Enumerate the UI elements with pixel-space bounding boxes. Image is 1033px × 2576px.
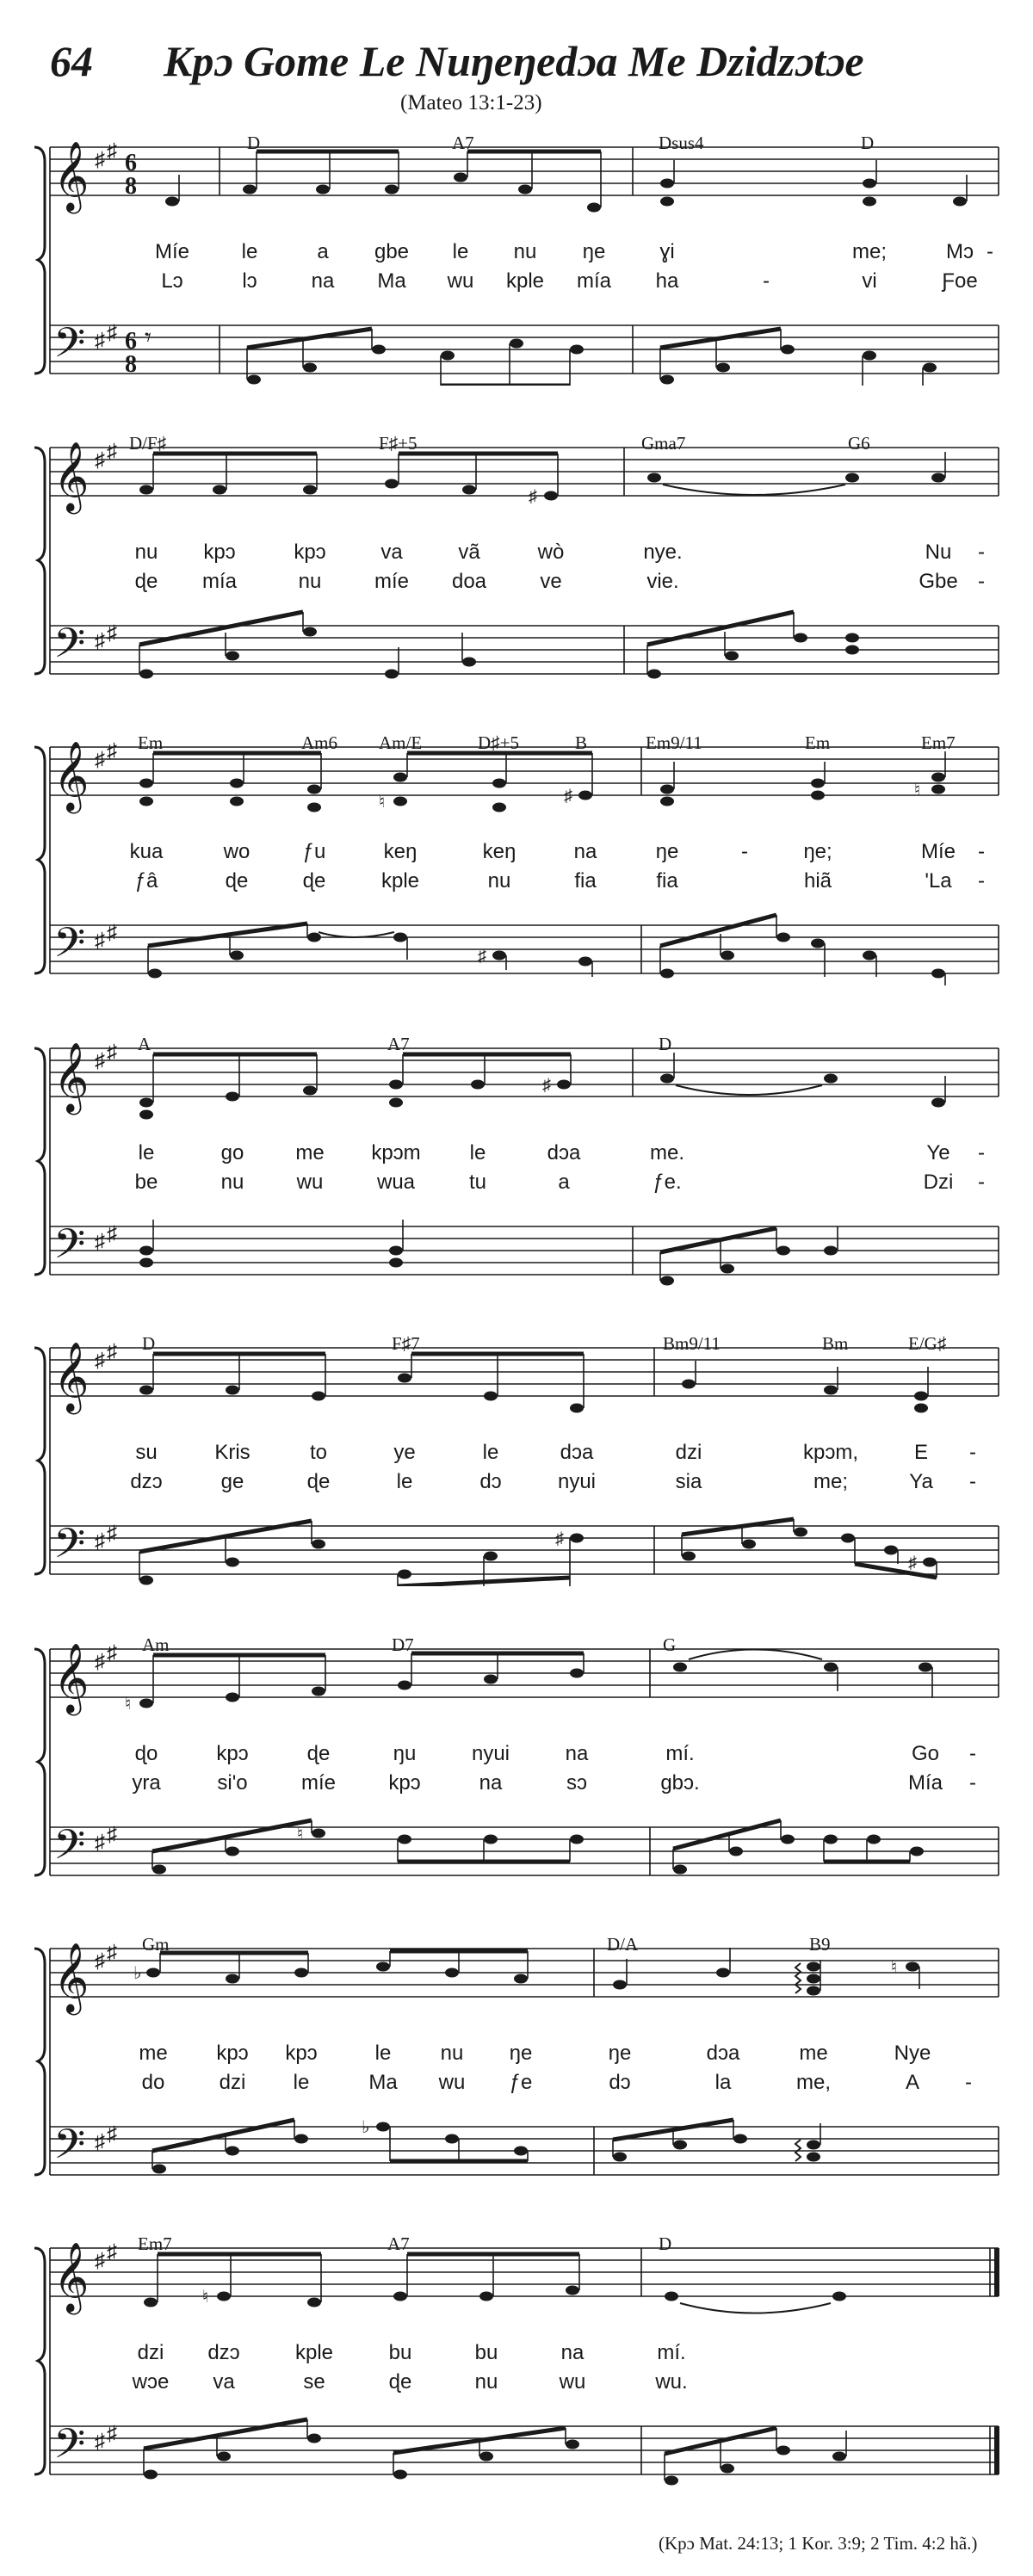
chord-symbol: D [861,133,875,153]
lyric-verse2-syllable: ɖe [225,869,249,893]
lyric-verse2-syllable: dzɔ [130,1470,163,1493]
lyric-verse1-syllable: kpɔ [216,2042,249,2065]
svg-text:♯: ♯ [107,622,117,645]
music-system-6 [0,1629,1033,1922]
lyric-verse1-syllable: le [482,1441,499,1464]
lyric-verse1-syllable: Ye [926,1141,950,1164]
svg-text:𝄞: 𝄞 [53,444,90,510]
chord-symbol: Gma7 [641,433,686,454]
lyric-verse1-syllable: le [241,240,258,263]
lyric-verse1-syllable: ŋu [393,1742,417,1765]
lyric-verse1-syllable: go [220,1141,244,1164]
lyric-verse1-syllable: ɖo [134,1742,158,1765]
svg-text:𝄢: 𝄢 [53,621,86,676]
lyric-hyphen: - [763,269,770,293]
lyric-verse1-syllable: Go [911,1742,940,1765]
lyric-verse1-syllable: nyui [471,1742,510,1765]
lyric-verse1-syllable: ŋe [509,2042,533,2065]
lyric-verse1-syllable: na [565,1742,589,1765]
chord-symbol: Em [805,732,831,753]
lyric-verse2-syllable: Dzi [923,1171,954,1194]
svg-text:♮: ♮ [379,793,386,812]
chord-symbol: D/F♯ [129,433,167,454]
lyric-verse2-syllable: Lɔ [161,269,183,293]
lyric-verse2-syllable: Ya [909,1470,933,1493]
svg-text:♯: ♯ [107,2423,117,2445]
lyric-verse2-syllable: nu [220,1171,244,1194]
chord-symbol: A7 [387,1034,410,1054]
svg-text:𝄞: 𝄞 [53,144,90,210]
chord-symbol: G6 [848,433,870,454]
lyric-verse2-syllable: wu [559,2370,586,2394]
chord-symbol: Em7 [138,2233,172,2254]
lyric-verse2-syllable: kple [380,869,420,893]
lyric-hyphen: - [978,869,985,893]
chord-symbol: D [659,2233,672,2254]
svg-text:𝄢: 𝄢 [53,2421,86,2477]
lyric-verse2-syllable: yra [132,1771,161,1795]
lyric-verse1-syllable: nu [134,541,158,564]
lyric-verse1-syllable: kpɔ [203,541,236,564]
lyric-verse1-syllable: kpɔ [216,1742,249,1765]
svg-text:♯: ♯ [95,1651,105,1673]
lyric-verse1-syllable: me [799,2042,828,2065]
lyric-verse2-syllable: me; [813,1470,849,1493]
lyric-verse2-syllable: mía [576,269,612,293]
lyric-verse1-syllable: kpɔ [294,541,326,564]
lyric-verse1-syllable: keŋ [482,840,516,863]
music-system-5 [0,1328,1033,1621]
chord-symbol: D [142,1333,156,1354]
lyric-verse2-syllable: doa [451,570,487,593]
lyric-verse1-syllable: kple [294,2341,334,2364]
svg-text:♯: ♯ [95,749,105,771]
chord-symbol: Am [142,1634,170,1655]
lyric-verse2-syllable: vie. [646,570,679,593]
svg-text:𝄢: 𝄢 [53,2122,86,2178]
chord-symbol: Gm [142,1934,170,1955]
lyric-verse2-syllable: tu [468,1171,487,1194]
lyric-verse1-syllable: E [913,1441,929,1464]
lyric-verse2-syllable: lɔ [242,269,257,293]
lyric-verse1-syllable: Míe [154,240,190,263]
lyric-verse1-syllable: le [374,2042,392,2065]
lyric-verse2-syllable: ƒâ [134,869,158,893]
lyric-verse2-syllable: la [714,2071,732,2094]
lyric-verse1-syllable: me [139,2042,168,2065]
lyric-verse1-syllable: bu [474,2341,498,2364]
lyric-verse1-syllable: to [309,1441,328,1464]
lyric-verse1-syllable: vã [458,541,480,564]
svg-text:♮: ♮ [125,1695,132,1714]
lyric-verse1-syllable: bu [388,2341,412,2364]
staff-notation [0,1029,1033,1287]
svg-text:♯: ♯ [107,1523,117,1545]
lyric-verse2-syllable: dzi [219,2071,246,2094]
svg-text:6: 6 [125,150,137,176]
hymn-header [0,0,1033,129]
lyric-verse1-syllable: nye. [643,541,683,564]
chord-symbol: Am6 [301,732,337,753]
chord-symbol: Em9/11 [646,732,702,753]
svg-text:♮: ♮ [297,1825,304,1844]
hymn-number: 64 [50,37,93,85]
lyric-verse1-syllable: ƒu [302,840,326,863]
lyric-verse2-syllable: vi [862,269,877,293]
svg-text:♯: ♯ [107,1341,117,1363]
lyric-verse1-syllable: me. [649,1141,685,1164]
lyric-verse2-syllable: kpɔ [388,1771,421,1795]
lyric-verse2-syllable: fia [656,869,678,893]
lyric-verse2-syllable: va [213,2370,235,2394]
lyric-verse2-syllable: dɔ [479,1470,502,1493]
svg-text:♭: ♭ [362,2118,370,2137]
lyric-verse2-syllable: se [303,2370,325,2394]
lyric-verse2-syllable: Ma [377,269,406,293]
lyric-verse2-syllable: ɖe [306,1470,331,1493]
svg-text:♯: ♯ [95,1950,105,1973]
chord-symbol: D7 [392,1634,414,1655]
lyric-verse2-syllable: ƒe. [653,1171,682,1194]
svg-text:8: 8 [125,351,137,378]
lyric-verse2-syllable: wua [376,1171,416,1194]
svg-text:𝄞: 𝄞 [53,1945,90,2011]
scripture-footnote: (Kpɔ Mat. 24:13; 1 Kor. 3:9; 2 Tim. 4:2 hã.) [659,2533,978,2554]
lyric-verse2-syllable: me, [795,2071,832,2094]
lyric-verse2-syllable: ɖe [388,2370,412,2394]
lyric-verse2-syllable: ƒe [509,2071,533,2094]
svg-text:𝄢: 𝄢 [53,920,86,976]
chord-symbol: D [247,133,261,153]
lyric-verse2-syllable: wu [296,1171,324,1194]
lyric-verse1-syllable: kpɔm, [802,1441,859,1464]
lyric-verse1-syllable: dɔa [706,2042,740,2065]
svg-text:𝄞: 𝄞 [53,2245,90,2311]
lyric-verse2-syllable: si'o [217,1771,248,1795]
chord-symbol: G [663,1634,677,1655]
lyric-verse2-syllable: dɔ [609,2071,631,2094]
lyric-verse1-syllable: ŋe; [803,840,832,863]
lyric-verse2-syllable: kple [505,269,545,293]
lyric-verse1-syllable: Mɔ [946,240,974,263]
chord-symbol: Em [138,732,164,753]
svg-text:𝄞: 𝄞 [53,1045,90,1111]
lyric-verse2-syllable: gbɔ. [660,1771,700,1795]
svg-text:♯: ♯ [107,1824,117,1846]
lyric-verse2-syllable: míe [300,1771,337,1795]
lyric-verse1-syllable: le [469,1141,486,1164]
lyric-verse2-syllable: Mía [907,1771,943,1795]
lyric-hyphen: - [741,840,748,863]
lyric-verse1-syllable: kpɔm [371,1141,421,1164]
svg-text:6: 6 [125,328,137,355]
svg-text:♯: ♯ [107,2123,117,2146]
lyric-hyphen: - [969,1742,976,1765]
lyric-verse1-syllable: ŋe [582,240,606,263]
svg-text:♯: ♯ [555,1529,564,1548]
lyric-hyphen: - [969,1470,976,1493]
svg-text:♯: ♯ [95,930,105,952]
lyric-verse2-syllable: sɔ [566,1771,587,1795]
chord-symbol: Dsus4 [659,133,704,153]
svg-text:♯: ♯ [478,947,486,966]
svg-text:♯: ♯ [107,1041,117,1064]
lyric-verse1-syllable: Míe [920,840,956,863]
lyric-verse2-syllable: le [293,2071,310,2094]
lyric-hyphen: - [978,541,985,564]
lyric-verse1-syllable: nu [440,2042,464,2065]
chord-symbol: F♯+5 [379,433,418,454]
svg-text:♯: ♯ [95,449,105,472]
lyric-verse2-syllable: ge [220,1470,244,1493]
lyric-verse1-syllable: kpɔ [285,2042,318,2065]
svg-text:♮: ♮ [202,2288,209,2307]
lyric-verse1-syllable: dzi [137,2341,164,2364]
lyric-verse1-syllable: mí. [657,2341,686,2364]
svg-text:♯: ♯ [107,1942,117,1964]
chord-symbol: B9 [809,1934,831,1955]
svg-text:𝄞: 𝄞 [53,1344,90,1411]
lyric-verse1-syllable: mí. [665,1742,695,1765]
lyric-verse2-syllable: ɖe [302,869,326,893]
lyric-verse1-syllable: ye [393,1441,416,1464]
lyric-hyphen: - [987,240,993,263]
svg-text:♯: ♯ [529,487,537,506]
svg-text:♯: ♯ [107,1642,117,1665]
lyric-hyphen: - [969,1771,976,1795]
svg-text:♮: ♮ [891,1958,898,1977]
lyric-hyphen: - [978,840,985,863]
svg-text:♯: ♯ [107,1223,117,1245]
svg-text:♯: ♯ [107,740,117,763]
lyric-verse1-syllable: gbe [374,240,410,263]
lyric-verse1-syllable: dzɔ [207,2341,240,2364]
lyric-verse2-syllable: na [311,269,335,293]
lyric-verse1-syllable: dɔa [547,1141,581,1164]
lyric-verse1-syllable: a [317,240,329,263]
svg-text:𝄢: 𝄢 [53,1521,86,1577]
chord-symbol: D♯+5 [478,732,520,753]
svg-text:♯: ♯ [908,1554,917,1572]
lyric-verse1-syllable: na [573,840,597,863]
chord-symbol: Am/E [379,732,423,753]
svg-text:𝄢: 𝄢 [53,320,86,376]
lyric-verse1-syllable: wò [537,541,565,564]
lyric-verse2-syllable: Gbe [919,570,958,593]
lyric-verse2-syllable: 'La [925,869,952,893]
svg-text:♯: ♯ [107,322,117,344]
lyric-verse1-syllable: Kris [214,1441,251,1464]
lyric-verse2-syllable: mía [201,570,238,593]
lyric-verse2-syllable: Ƒoe [942,269,978,293]
svg-text:♯: ♯ [95,2131,105,2153]
music-system-4 [0,1029,1033,1321]
lyric-verse2-syllable: nyui [557,1470,597,1493]
music-system-2 [0,428,1033,720]
svg-text:♯: ♯ [95,1530,105,1553]
svg-text:♯: ♯ [95,1832,105,1854]
lyric-verse2-syllable: na [479,1771,503,1795]
lyric-verse1-syllable: va [380,541,403,564]
lyric-verse2-syllable: wu [447,269,474,293]
lyric-verse1-syllable: ŋe [608,2042,632,2065]
svg-text:♮: ♮ [914,781,921,800]
svg-text:♯: ♯ [95,1050,105,1072]
lyric-verse2-syllable: sia [675,1470,702,1493]
lyric-verse2-syllable: Ma [368,2071,398,2094]
lyric-verse2-syllable: wu [438,2071,466,2094]
svg-text:♯: ♯ [542,1076,551,1095]
svg-text:♯: ♯ [107,2241,117,2264]
lyric-verse1-syllable: nu [513,240,537,263]
lyric-verse1-syllable: na [560,2341,585,2364]
svg-text:♯: ♯ [95,149,105,171]
lyric-verse1-syllable: dzi [675,1441,702,1464]
lyric-verse2-syllable: do [141,2071,165,2094]
music-system-8 [0,2228,1033,2521]
lyric-verse1-syllable: le [452,240,469,263]
lyric-verse2-syllable: wu. [655,2370,688,2394]
lyric-verse1-syllable: wo [223,840,251,863]
chord-symbol: Em7 [921,732,956,753]
lyric-verse2-syllable: wɔe [132,2370,170,2394]
lyric-hyphen: - [978,1141,985,1164]
svg-text:♯: ♯ [564,787,572,806]
lyric-verse2-syllable: a [558,1171,570,1194]
svg-text:♯: ♯ [95,630,105,652]
chord-symbol: Bm9/11 [663,1333,721,1354]
lyric-verse1-syllable: me [295,1141,325,1164]
lyric-verse2-syllable: míe [374,570,410,593]
lyric-verse1-syllable: le [138,1141,155,1164]
lyric-hyphen: - [965,2071,972,2094]
svg-text:♯: ♯ [107,922,117,944]
lyric-verse1-syllable: ɣi [659,240,675,263]
svg-text:𝄢: 𝄢 [53,1822,86,1878]
svg-text:♭: ♭ [133,1964,142,1983]
lyric-verse2-syllable: nu [474,2370,498,2394]
lyric-verse1-syllable: ɖe [306,1742,331,1765]
lyric-verse2-syllable: nu [298,570,322,593]
lyric-verse2-syllable: le [396,1470,413,1493]
lyric-verse2-syllable: fia [574,869,597,893]
chord-symbol: F♯7 [392,1333,420,1354]
hymn-title: Kpɔ Gome Le Nuŋeŋedɔa Me Dzidzɔtɔe [164,37,864,85]
svg-text:8: 8 [125,173,137,200]
lyric-verse2-syllable: be [134,1171,158,1194]
svg-text:♯: ♯ [95,330,105,352]
scripture-reference: (Mateo 13:1-23) [400,91,542,114]
lyric-verse2-syllable: ve [540,570,562,593]
chord-symbol: D [659,1034,672,1054]
lyric-verse1-syllable: Nye [894,2042,931,2065]
lyric-verse2-syllable: hiã [803,869,832,893]
chord-symbol: D/A [607,1934,639,1955]
lyric-verse1-syllable: ŋe [655,840,679,863]
lyric-verse2-syllable: A [905,2071,920,2094]
lyric-verse2-syllable: ha [655,269,679,293]
lyric-verse1-syllable: kua [129,840,164,863]
chord-symbol: Bm [822,1333,849,1354]
lyric-verse2-syllable: nu [487,869,511,893]
svg-text:♯: ♯ [95,1231,105,1253]
lyric-verse2-syllable: ɖe [134,570,158,593]
chord-symbol: E/G♯ [908,1333,947,1354]
svg-text:♯: ♯ [107,441,117,463]
chord-symbol: A7 [387,2233,410,2254]
svg-text:♯: ♯ [95,2431,105,2453]
lyric-hyphen: - [978,1171,985,1194]
music-system-1 [0,127,1033,420]
chord-symbol: A7 [452,133,474,153]
svg-text:♯: ♯ [95,1350,105,1372]
lyric-verse1-syllable: su [135,1441,158,1464]
svg-text:𝄞: 𝄞 [53,1646,90,1712]
chord-symbol: A [138,1034,152,1054]
lyric-hyphen: - [969,1441,976,1464]
lyric-verse1-syllable: dɔa [560,1441,594,1464]
lyric-verse1-syllable: Nu [925,541,952,564]
chord-symbol: B [575,732,588,753]
svg-text:𝄢: 𝄢 [53,1221,86,1277]
svg-text:♯: ♯ [95,2250,105,2272]
lyric-verse1-syllable: me; [851,240,888,263]
lyric-verse1-syllable: keŋ [383,840,418,863]
svg-text:𝄾: 𝄾 [145,324,152,352]
music-system-3 [0,727,1033,1020]
music-system-7 [0,1929,1033,2221]
svg-text:♯: ♯ [107,140,117,163]
lyric-hyphen: - [978,570,985,593]
svg-text:𝄞: 𝄞 [53,744,90,810]
